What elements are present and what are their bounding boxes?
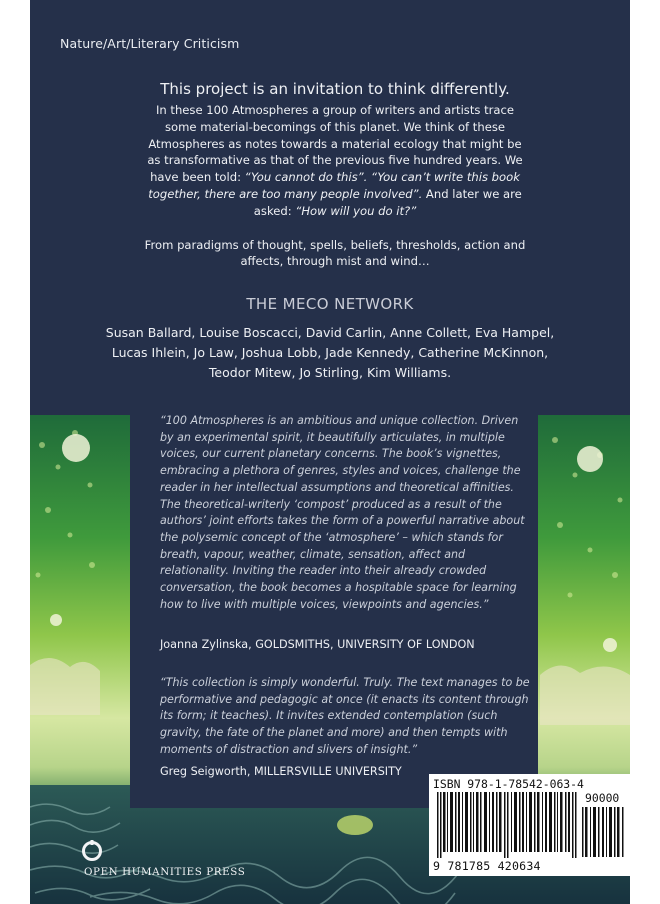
review-author: Greg Seigworth, MILLERSVILLE UNIVERSITY	[160, 765, 402, 778]
barcode-box	[429, 774, 630, 876]
review-quote: “This collection is simply wonderful. Truly. The text manages to be performative and pedagogic at once (it enacts its content through its form; it teaches). It invites extended contemplation (such gravity, the fate of the planet and more) and then tempts with moments of distraction and slivers of insight.”	[160, 676, 530, 756]
isbn-number: ISBN 978-1-78542-063-4	[433, 777, 584, 791]
intro-body-a: In these 100 Atmospheres a group of writers and artists trace some material-becomings of this planet. We think of these Atmospheres as notes towards a material ecology that might be as transformative as that of the previous five hundred years. We have been told:	[147, 103, 523, 185]
network-section	[90, 295, 570, 383]
back-cover	[30, 0, 630, 904]
intro-body	[140, 102, 530, 220]
intro-quote-b: “How will you do it?”	[295, 203, 417, 218]
category-label: Nature/Art/Literary Criticism	[60, 36, 240, 51]
network-title: THE MECO NETWORK	[246, 295, 414, 313]
intro-body-2: From paradigms of thought, spells, beliefs, thresholds, action and affects, through mist and wind…	[144, 237, 526, 269]
intro-body-b: And later we are asked:	[253, 186, 522, 218]
publisher-name: OPEN HUMANITIES PRESS	[84, 866, 246, 878]
intro-quote-a: “You cannot do this”. “You can’t write this book together, there are too many people involved”.	[148, 170, 520, 201]
price-barcode-bars	[582, 807, 626, 857]
barcode-bars	[437, 792, 577, 858]
ohp-logo-icon	[80, 840, 104, 866]
review-author: Joanna Zylinska, GOLDSMITHS, UNIVERSITY OF LONDON	[160, 638, 475, 651]
intro-lead: This project is an invitation to think differently.	[160, 80, 510, 98]
intro-blurb	[140, 80, 530, 270]
network-members: Susan Ballard, Louise Boscacci, David Carlin, Anne Collett, Eva Hampel, Lucas Ihlein, Jo Law, Joshua Lobb, Jade Kennedy, Catherine McKinnon, Teodor Mitew, Jo Stirling, Kim Williams.	[105, 325, 555, 380]
ean-digits: 9 781785 420634	[433, 859, 541, 873]
review-quote: “100 Atmospheres is an ambitious and unique collection. Driven by an experimental spirit, it beautifully articulates, in multiple voices, our current planetary concerns. The book’s vignettes, embracing a plethora of genres, styles and voices, challenge the reader in her intellectual assumptions and theoretical affinities. The theoretical-writerly ‘compost’ produced as a result of the authors’ joint efforts takes the form of a powerful narrative about the polysemic concept of the ‘atmosphere’ – which stands for breath, vapour, weather, climate, sensation, affect and relationality. Inviting the reader into their already crowded conversation, the book becomes a hospitable space for learning how to live with multiple voices, viewpoints and agencies.”	[160, 414, 525, 611]
price-code: 90000	[585, 791, 620, 805]
